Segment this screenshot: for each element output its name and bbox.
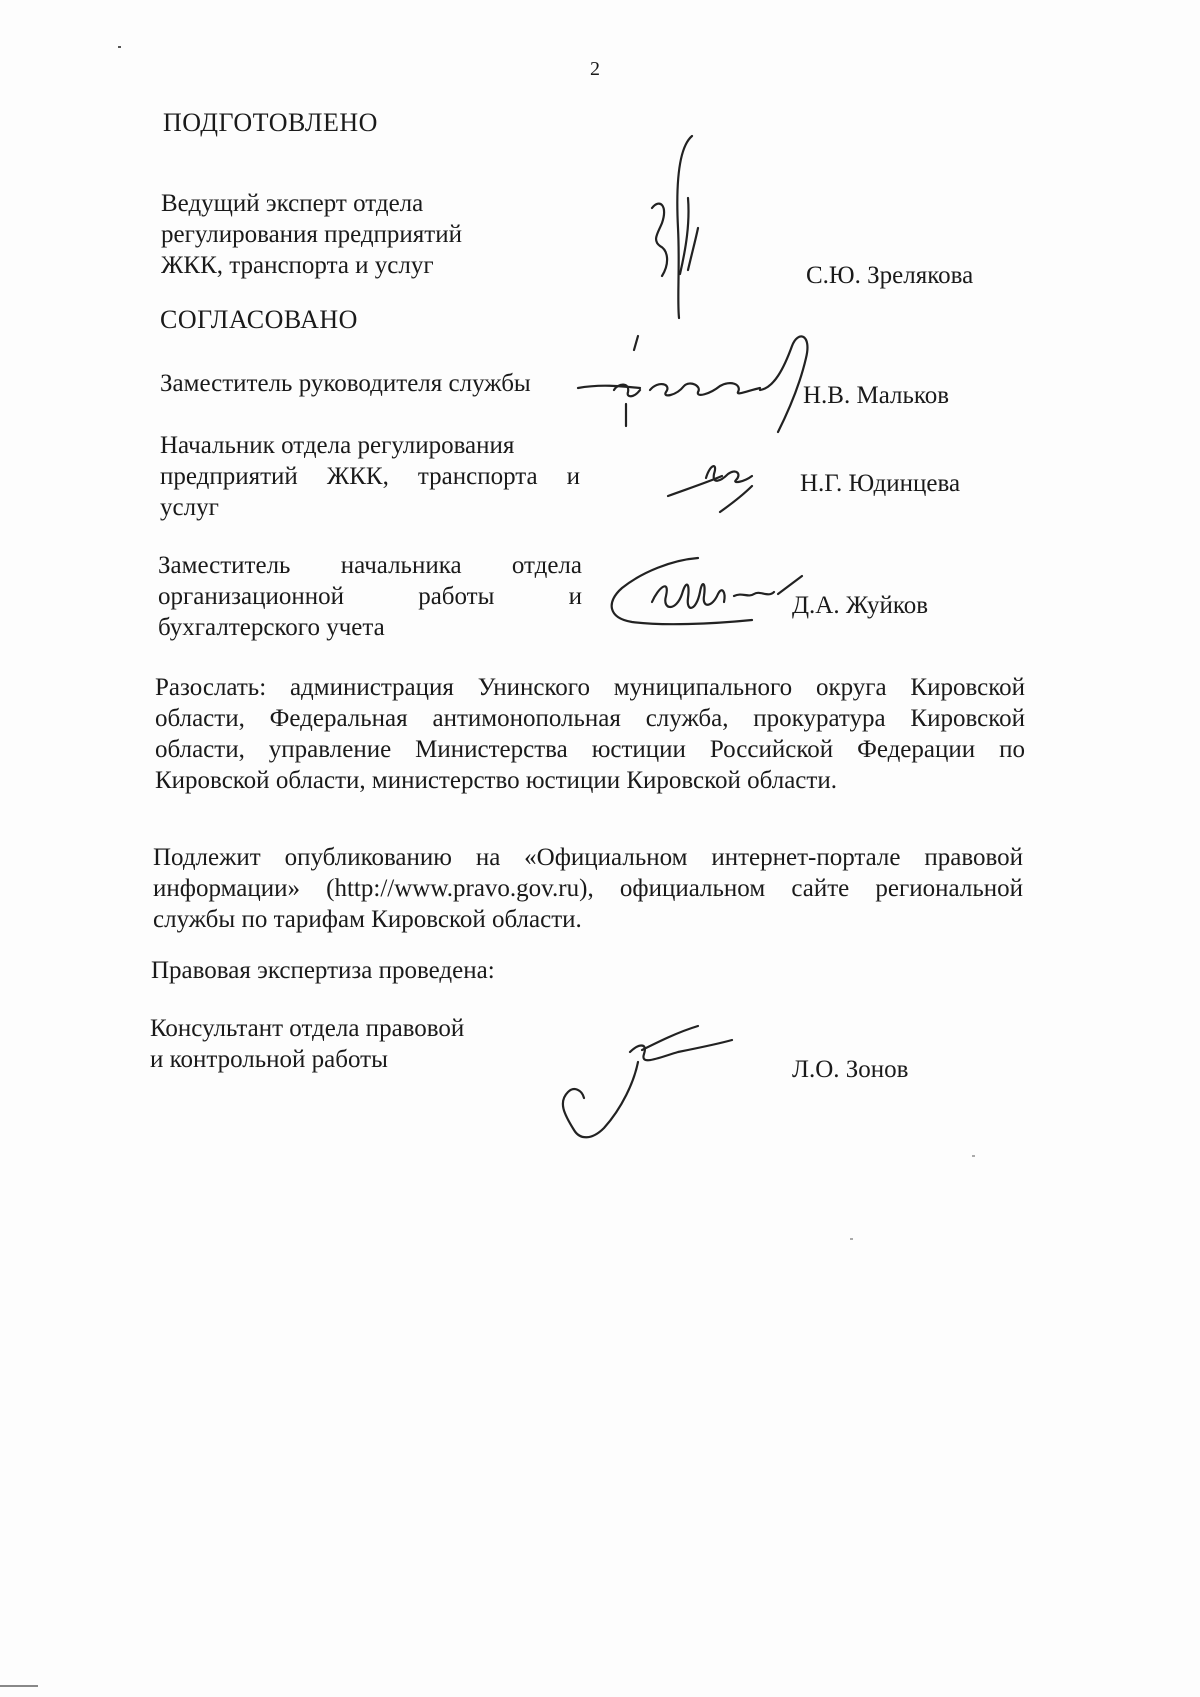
- prepared-position: [161, 188, 581, 281]
- legal-review-position-line: Консультант отдела правовой: [150, 1015, 465, 1042]
- signature-zrelyakova: [630, 128, 720, 328]
- publication-paragraph: [153, 842, 1023, 935]
- distribution-line: области, управление Министерства юстиции Российской Федерации по: [155, 736, 1025, 763]
- approved-position-line: Заместитель начальника отдела: [158, 552, 582, 579]
- approved-heading: СОГЛАСОВАНО: [160, 305, 358, 334]
- prepared-name: С.Ю. Зрелякова: [806, 262, 974, 289]
- scan-speck: [972, 1155, 975, 1157]
- approved-position-1: [160, 368, 580, 399]
- prepared-position-line: регулирования предприятий: [161, 221, 462, 248]
- legal-review-position: [150, 1013, 570, 1075]
- approved-position-3: [158, 550, 582, 643]
- scan-speck: [118, 46, 121, 48]
- distribution-line: области, Федеральная антимонопольная служба, прокуратура Кировской: [155, 705, 1025, 732]
- legal-review-text: Правовая экспертиза проведена:: [151, 957, 495, 984]
- signature-yudintseva: [660, 452, 770, 522]
- signature-malkov: [560, 328, 820, 438]
- scan-speck: [850, 1238, 853, 1240]
- approved-position-line: предприятий ЖКК, транспорта и: [160, 463, 580, 490]
- distribution-line: Кировской области, министерство юстиции Кировской области.: [155, 767, 837, 794]
- scan-edge-mark: [0, 1685, 38, 1687]
- prepared-position-line: ЖКК, транспорта и услуг: [161, 252, 434, 279]
- signature-zonov: [548, 1022, 738, 1144]
- approved-name-2: Н.Г. Юдинцева: [800, 470, 961, 497]
- publication-line: Подлежит опубликованию на «Официальном интернет-портале правовой: [153, 844, 1023, 871]
- legal-review-name: Л.О. Зонов: [792, 1056, 909, 1083]
- legal-review-position-line: и контрольной работы: [150, 1046, 388, 1073]
- approved-position-2: [160, 430, 580, 523]
- prepared-position-line: Ведущий эксперт отдела: [161, 190, 424, 217]
- approved-name-1: Н.В. Мальков: [803, 382, 950, 409]
- signature-zhuykov: [602, 552, 812, 642]
- approved-position-line: Начальник отдела регулирования: [160, 432, 515, 459]
- publication-line: информации» (http://www.pravo.gov.ru), официальном сайте региональной: [153, 875, 1023, 902]
- approved-name-3: Д.А. Жуйков: [792, 592, 929, 619]
- distribution-paragraph: [155, 672, 1025, 796]
- approved-position-line: Заместитель руководителя службы: [160, 370, 531, 397]
- publication-line: службы по тарифам Кировской области.: [153, 906, 582, 933]
- distribution-line: Разослать: администрация Унинского муниципального округа Кировской: [155, 674, 1025, 701]
- prepared-heading: ПОДГОТОВЛЕНО: [163, 108, 378, 137]
- approved-position-line: бухгалтерского учета: [158, 614, 385, 641]
- approved-position-line: услуг: [160, 494, 219, 521]
- approved-position-line: организационной работы и: [158, 583, 582, 610]
- page-number: 2: [590, 58, 600, 80]
